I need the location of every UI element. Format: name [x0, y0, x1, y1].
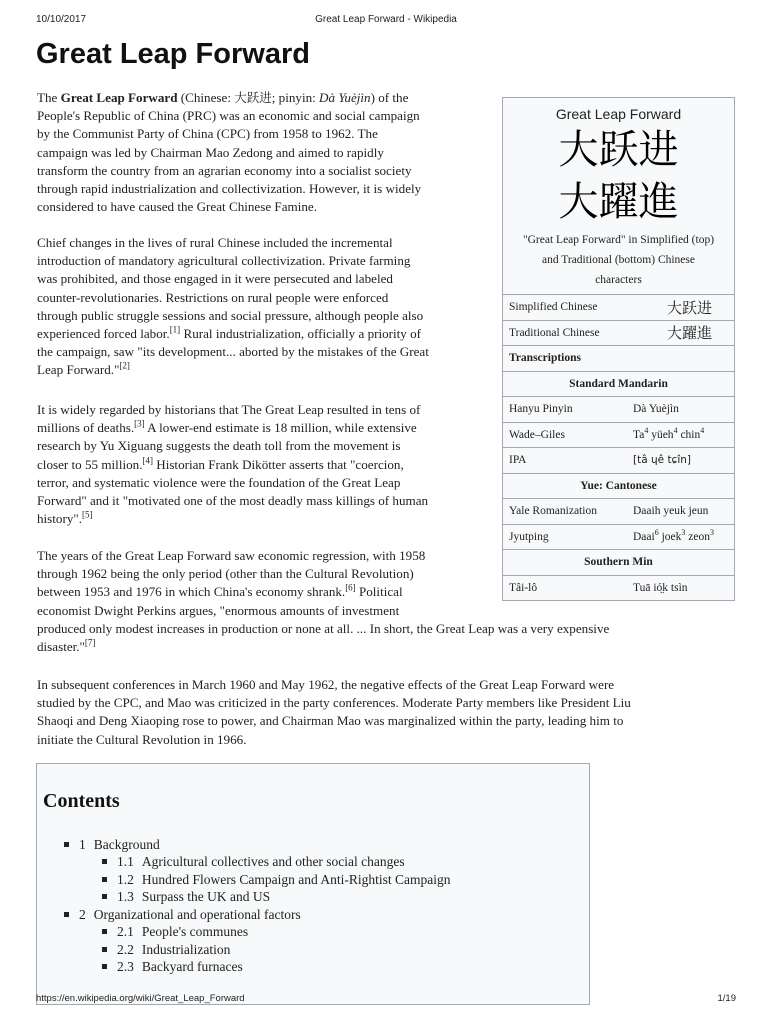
page-title: Great Leap Forward [36, 38, 310, 70]
page-url: https://en.wikipedia.org/wiki/Great_Leap_Forward [36, 993, 245, 1004]
toc-title: Contents [43, 790, 120, 812]
cantonese-header: Yue: Cantonese [503, 473, 734, 499]
print-date: 10/10/2017 [36, 14, 87, 25]
infobox-row-ipa: IPA [tâ ɥê tɕîn] [503, 447, 734, 473]
page-number: 1/19 [717, 993, 736, 1004]
infobox-row-simplified: Simplified Chinese 大跃进 [503, 294, 734, 320]
changes-paragraph: Chief changes in the lives of rural Chinese included the incremental introduction of mandatory agricultural collectivization. Private farming was prohibited, and those engaged in it were persecuted and labeled counter-revolutionaries. Restrictions on rural people were enforced through public struggle sessions and social pressure, although people also experienced forced labor.[1] Rural industrialization, officially a priority of the campaign, saw "its development... aborted by the mistakes of the Great Leap Forward."[2] [37, 235, 429, 378]
toc-item-backyard-furnaces[interactable]: 2.3 Backyard furnaces [117, 959, 243, 974]
pinyin-name: Dà Yuèjìn [319, 90, 371, 105]
traditional-characters: 大躍進 [558, 179, 679, 225]
infobox-row-wade-giles: Wade–Giles Ta$^4$ yüeh$^4$ chin$^4$ [503, 422, 734, 448]
infobox-row-hanyu: Hanyu Pinyin Dà Yuèjìn [503, 396, 734, 422]
toc-item-industrialization[interactable]: 2.2 Industrialization [117, 942, 231, 957]
economy-paragraph: The years of the Great Leap Forward saw economic regression, with 1958 through 1962 being the only period (other than the Cultural Revolution) between 1953 and 1976 in which China's economy shrank.[6] Political economist Dwight Perkins argues, "enormous amounts of investment produced only modest increases in production or none at all. ... In short, the Great Leap was a very expensive disaster."[7] [37, 548, 610, 655]
infobox-row-yale: Yale Romanization Daaih yeuk jeun [503, 498, 734, 524]
print-footer [36, 993, 736, 1004]
infobox-caption: "Great Leap Forward" in Simplified (top) and Traditional (bottom) Chinese characters [522, 234, 715, 286]
toc-item-background[interactable]: 1 Background [79, 837, 160, 852]
reference-link[interactable]: [6] [345, 583, 356, 594]
toc-item-surpass-uk-us[interactable]: 1.3 Surpass the UK and US [117, 889, 271, 904]
reference-link[interactable]: [7] [84, 637, 96, 648]
simplified-characters: 大跃进 [558, 127, 679, 173]
southern-min-header: Southern Min [503, 549, 734, 575]
reference-link[interactable]: [2] [119, 361, 130, 372]
toc-item-peoples-communes[interactable]: 2.1 People's communes [117, 924, 249, 939]
table-of-contents [36, 763, 590, 1005]
toc-item-agricultural-collectives[interactable]: 1.1 Agricultural collectives and other social changes [117, 854, 405, 869]
mandarin-header: Standard Mandarin [503, 371, 734, 397]
infobox-row-jyutping: Jyutping Daai$^6$ joek$^3$ zeon$^3$ [503, 524, 734, 550]
conferences-paragraph: In subsequent conferences in March 1960 and May 1962, the negative effects of the Great Leap Forward were studied by the CPC, and Mao was criticized in the party conferences. Moderate Party members like President Liu Shaoqi and Deng Xiaoping rose to power, and Chairman Mao was marginalized within the party, leading him to initiate the Cultural Revolution in 1966. [37, 677, 631, 747]
deaths-paragraph: It is widely regarded by historians that The Great Leap resulted in tens of millions of deaths.[3] A lower-end estimate is 18 million, while extensive research by Yu Xiguang suggests the death toll from the movement is closer to 55 million.[4] Historian Frank Dikötter asserts that "coercion, terror, and systematic violence were the foundation of the Great Leap Forward" and it "motivated one of the most deadly mass killings of human history".[5] [37, 402, 429, 527]
toc-item-organizational-factors[interactable]: 2 Organizational and operational factors [79, 907, 301, 922]
reference-link[interactable]: [4] [142, 455, 153, 466]
transcriptions-header: Transcriptions [503, 345, 734, 371]
reference-link[interactable]: [5] [82, 509, 93, 520]
intro-paragraph: The Great Leap Forward (Chinese: 大跃进; pinyin: Dà Yuèjìn) of the People's Republic of China (PRC) was an economic and social campaign by the Communist Party of China (CPC) from 1958 to 1962. The campaign was led by Chairman Mao Zedong and aimed to rapidly transform the country from an agrarian economy into a socialist society through rapid industrialization and collectivization. However, it is widely considered to have caused the Great Chinese Famine. [37, 90, 422, 215]
infobox-row-traditional: Traditional Chinese 大躍進 [503, 320, 734, 346]
infobox [502, 97, 735, 601]
infobox-row-tailo: Tâi-lô Tuā ió̤k tsìn [503, 575, 734, 601]
chinese-name: 大跃进 [234, 90, 272, 105]
reference-link[interactable]: [3] [134, 418, 145, 429]
reference-link[interactable]: [1] [169, 324, 181, 335]
print-title: Great Leap Forward - Wikipedia [315, 14, 457, 25]
article-subject: Great Leap Forward [60, 90, 178, 105]
infobox-title: Great Leap Forward [555, 106, 682, 122]
toc-item-hundred-flowers[interactable]: 1.2 Hundred Flowers Campaign and Anti-Rightist Campaign [117, 872, 451, 887]
